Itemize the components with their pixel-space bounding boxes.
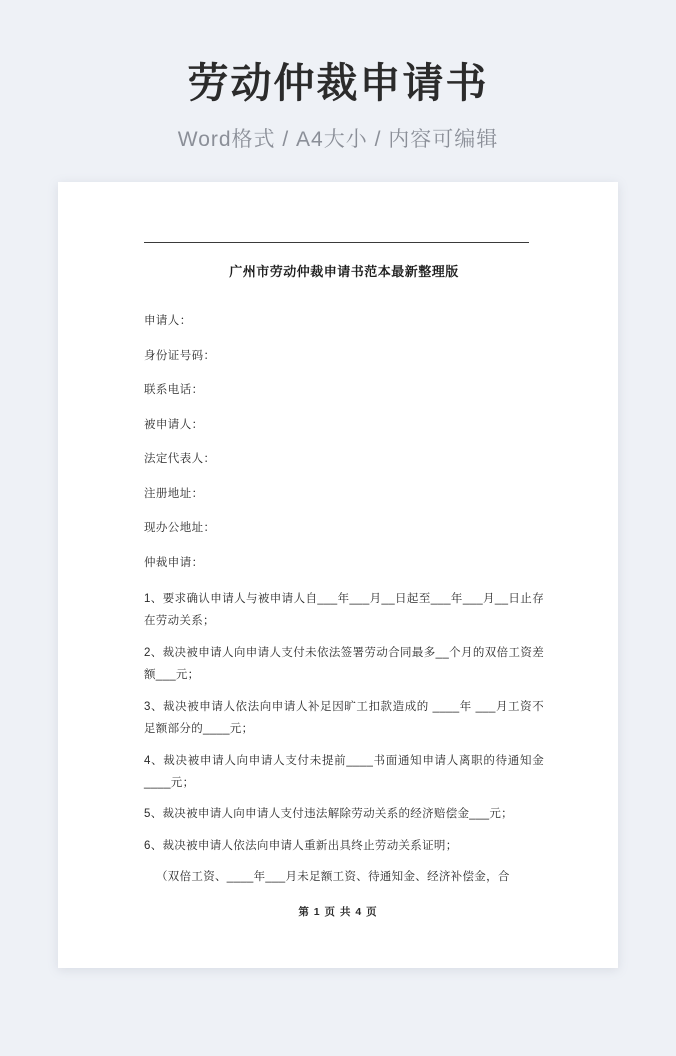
document-body	[144, 242, 544, 898]
claim-item-6: 6、裁决被申请人依法向申请人重新出具终止劳动关系证明；	[144, 839, 458, 852]
page-title: 劳动仲裁申请书	[187, 60, 489, 106]
claim-item-5: 5、裁决被申请人向申请人支付违法解除劳动关系的经济赔偿金___元；	[144, 808, 513, 821]
document-sheet[interactable]	[58, 182, 618, 968]
claim-item-1: 1、要求确认申请人与被申请人自___年___月__日起至___年___月__日止存在劳动关系；	[144, 593, 544, 628]
claim-item-3: 3、裁决被申请人依法向申请人补足因旷工扣款造成的 ____年 ___月工资不足额部分的____元；	[144, 700, 544, 736]
page-footer: 第 1 页 共 4 页	[298, 906, 378, 918]
field-phone: 联系电话：	[144, 384, 204, 396]
field-legal-representative: 法定代表人：	[144, 453, 216, 465]
field-office-address: 现办公地址：	[144, 522, 216, 534]
claim-note: （双倍工资、____年___月未足额工资、待通知金、经济补偿金，合	[156, 871, 510, 884]
field-registered-address: 注册地址：	[144, 487, 204, 500]
claim-item-4: 4、裁决被申请人向申请人支付未提前____书面通知申请人离职的待通知金____元；	[144, 754, 544, 789]
field-id-number: 身份证号码：	[144, 349, 216, 362]
claim-item-2: 2、裁决被申请人向申请人支付未依法签署劳动合同最多__个月的双倍工资差额___元；	[144, 646, 544, 682]
page-subtitle: Word格式 / A4大小 / 内容可编辑	[177, 128, 499, 152]
field-respondent: 被申请人：	[144, 418, 204, 431]
hero-section	[0, 0, 676, 153]
title-divider	[144, 242, 529, 243]
field-arbitration-request: 仲裁申请：	[144, 556, 204, 569]
document-title: 广州市劳动仲裁申请书范本最新整理版	[229, 264, 459, 279]
field-applicant: 申请人：	[144, 315, 192, 327]
